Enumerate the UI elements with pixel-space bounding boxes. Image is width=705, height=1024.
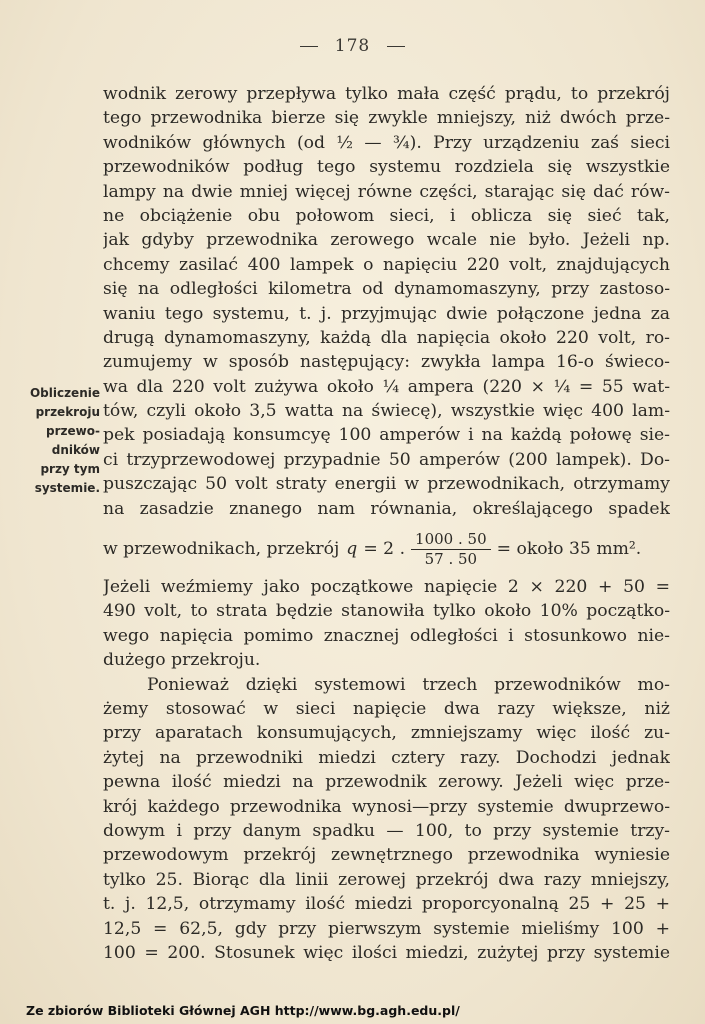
- page-header: [0, 36, 705, 56]
- text-line: t. j. 12,5, otrzymamy ilość miedzi proporcyonalną 25 + 25 +: [103, 894, 670, 915]
- text-line: dużego przekroju.: [103, 650, 261, 671]
- text-line: wodników głównych (od ½ — ¾). Przy urządzeniu zaś sieci: [103, 132, 670, 153]
- text-line: przewodowym przekrój zewnętrznego przewodnika wyniesie: [103, 845, 670, 866]
- header-dash-right: [387, 46, 405, 47]
- page-number: 178: [334, 36, 371, 56]
- margin-note-line: przewo-: [46, 424, 100, 438]
- text-line: puszczając 50 volt straty energii w przewodnikach, otrzymamy: [103, 474, 670, 495]
- text-line: przy aparatach konsumujących, zmniejszamy więc ilość zu-: [103, 723, 670, 744]
- header-dash-left: [300, 46, 318, 47]
- text-line: wodnik zerowy przepływa tylko mała część prądu, to przekrój: [103, 84, 670, 104]
- text-line: 12,5 = 62,5, gdy przy pierwszym systemie mieliśmy 100 +: [103, 918, 670, 939]
- paragraph-2: [103, 673, 670, 966]
- paragraph-1: [103, 82, 670, 521]
- text-line: Ponieważ dzięki systemowi trzech przewodników mo-: [147, 674, 670, 695]
- text-line: zumujemy w sposób następujący: zwykła lampa 16-o świeco-: [103, 352, 670, 373]
- text-line: pewna ilość miedzi na przewodnik zerowy. Jeżeli więc prze-: [103, 772, 670, 793]
- footer-text: Ze zbiorów Biblioteki Głównej AGH http://www.bg.agh.edu.pl/: [26, 1003, 460, 1018]
- text-line: tylko 25. Biorąc dla linii zerowej przekrój dwa razy mniejszy,: [103, 869, 670, 890]
- margin-note-line: przekroju: [35, 405, 100, 419]
- formula-variable: q: [346, 538, 358, 559]
- text-line: 100 = 200. Stosunek więc ilości miedzi, zużytej przy systemie: [103, 942, 670, 963]
- text-line: krój każdego przewodnika wynosi—przy systemie dwuprzewo-: [103, 796, 670, 817]
- body-text: [103, 82, 670, 965]
- margin-note: [28, 384, 100, 498]
- text-line: lampy na dwie mniej więcej równe części, starając się dać rów-: [103, 181, 670, 202]
- margin-note-line: dników: [51, 443, 100, 457]
- text-line: wa dla 220 volt zużywa około ¼ ampera (220 × ¼ = 55 wat-: [103, 376, 670, 397]
- text-line: żemy stosować w sieci napięcie dwa razy większe, niż: [103, 698, 670, 719]
- library-footer: [26, 1003, 460, 1018]
- margin-note-line: przy tym: [40, 462, 100, 476]
- formula-numerator: 1000 . 50: [411, 530, 491, 550]
- margin-note-line: Obliczenie: [29, 386, 100, 400]
- text-line: na zasadzie znanego nam równania, określającego spadek: [103, 498, 670, 519]
- text-line: chcemy zasilać 400 lampek o napięciu 220 volt, znajdujących: [103, 254, 670, 275]
- text-line: dowym i przy danym spadku — 100, to przy systemie trzy-: [103, 820, 670, 841]
- text-line: ne obciążenie obu połowom sieci, i oblicza się sieć tak,: [103, 205, 670, 226]
- text-line: jak gdyby przewodnika zerowego wcale nie było. Jeżeli np.: [103, 230, 670, 251]
- text-line: tego przewodnika bierze się zwykle mniejszy, niż dwóch prze-: [103, 108, 670, 129]
- text-line: ci trzyprzewodowej przypadnie 50 amperów (200 lampek). Do-: [103, 449, 670, 470]
- text-line: się na odległości kilometra od dynamomaszyny, przy zastoso-: [103, 279, 670, 300]
- formula-equals: = 2 .: [363, 538, 406, 559]
- text-line: tów, czyli około 3,5 watta na świecę), wszystkie więc 400 lam-: [103, 401, 670, 422]
- text-line: żytej na przewodniki miedzi cztery razy. Dochodzi jednak: [103, 747, 670, 768]
- formula-denominator: 57 . 50: [424, 549, 478, 568]
- formula-fraction: [411, 530, 491, 569]
- formula-prefix: w przewodnikach, przekrój: [103, 538, 340, 559]
- text-line: pek posiadają konsumcyę 100 amperów i na każdą połowę sie-: [103, 425, 670, 446]
- text-line: waniu tego systemu, t. j. przyjmując dwie połączone jedna za: [103, 303, 670, 324]
- text-line: 490 volt, to strata będzie stanowiła tylko około 10% początko-: [103, 601, 670, 622]
- formula-suffix: = około 35 mm².: [496, 538, 642, 559]
- margin-note-line: systemie.: [34, 481, 100, 495]
- paragraph-1-continued: [103, 575, 670, 673]
- formula: [103, 525, 670, 573]
- text-line: wego napięcia pomimo znacznej odległości i stosunkowo nie-: [103, 625, 670, 646]
- text-line: przewodników podług tego systemu rozdziela się wszystkie: [103, 157, 670, 178]
- text-line: drugą dynamomaszyny, każdą dla napięcia około 220 volt, ro-: [103, 327, 670, 348]
- text-line: Jeżeli weźmiemy jako początkowe napięcie 2 × 220 + 50 =: [103, 577, 670, 598]
